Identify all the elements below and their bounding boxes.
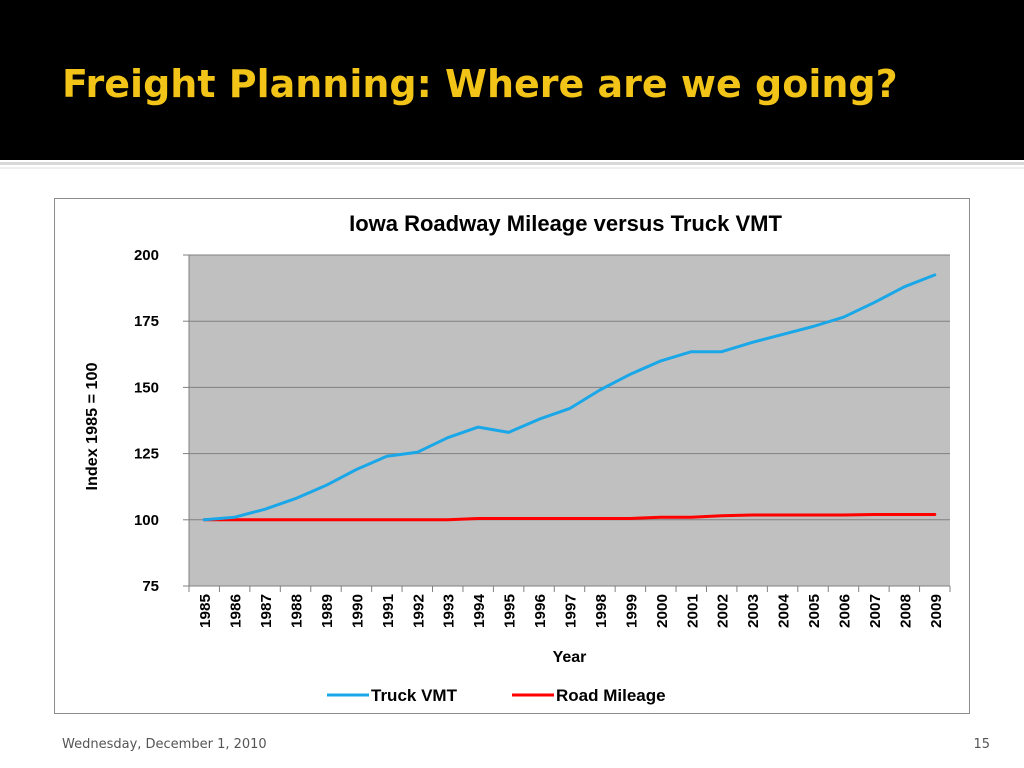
legend — [327, 686, 666, 705]
x-tick-label: 1988 — [288, 594, 306, 628]
legend-label: Road Mileage — [556, 686, 666, 705]
footer-date: Wednesday, December 1, 2010 — [62, 737, 267, 752]
x-tick-label: 2004 — [775, 594, 793, 628]
x-tick-label: 1997 — [562, 594, 580, 628]
y-tick-label: 100 — [133, 511, 159, 529]
line-chart — [55, 199, 971, 715]
x-tick-label: 1996 — [532, 594, 550, 628]
y-axis-label: Index 1985 = 100 — [84, 363, 101, 491]
x-tick-label: 1990 — [349, 594, 367, 628]
x-tick-label: 1991 — [379, 594, 397, 628]
x-tick-label: 2005 — [806, 594, 824, 628]
x-tick-label: 1986 — [227, 594, 245, 628]
chart-frame — [54, 198, 970, 714]
x-tick-label: 1999 — [623, 594, 641, 628]
plot-area — [189, 255, 950, 586]
x-tick-label: 1995 — [501, 594, 519, 628]
x-tick-label: 1992 — [410, 594, 428, 628]
y-tick-label: 125 — [133, 445, 159, 463]
x-tick-label: 2002 — [714, 594, 732, 628]
x-tick-label: 2009 — [927, 594, 945, 628]
slide-title: Freight Planning: Where are we going? — [62, 62, 898, 106]
chart-title: Iowa Roadway Mileage versus Truck VMT — [349, 211, 782, 236]
legend-label: Truck VMT — [371, 686, 457, 705]
y-tick-label: 150 — [133, 379, 159, 397]
x-tick-label: 2006 — [836, 594, 854, 628]
x-tick-label: 2008 — [897, 594, 915, 628]
x-tick-label: 1989 — [318, 594, 336, 628]
x-axis-label: Year — [552, 649, 587, 666]
x-tick-label: 2003 — [745, 594, 763, 628]
divider-line-secondary — [0, 167, 1024, 169]
divider-line — [0, 162, 1024, 165]
title-bar — [0, 0, 1024, 160]
x-tick-label: 1987 — [258, 594, 276, 628]
x-tick-label: 1985 — [197, 594, 215, 628]
y-tick-label: 75 — [142, 578, 159, 595]
y-tick-label: 175 — [133, 313, 159, 331]
x-tick-label: 1994 — [471, 594, 489, 628]
y-tick-label: 200 — [133, 247, 159, 264]
x-tick-label: 1998 — [592, 594, 610, 628]
x-tick-label: 2000 — [653, 594, 671, 628]
x-tick-label: 2001 — [684, 594, 702, 628]
page-number: 15 — [973, 737, 990, 752]
x-tick-label: 2007 — [866, 594, 884, 628]
x-tick-label: 1993 — [440, 594, 458, 628]
